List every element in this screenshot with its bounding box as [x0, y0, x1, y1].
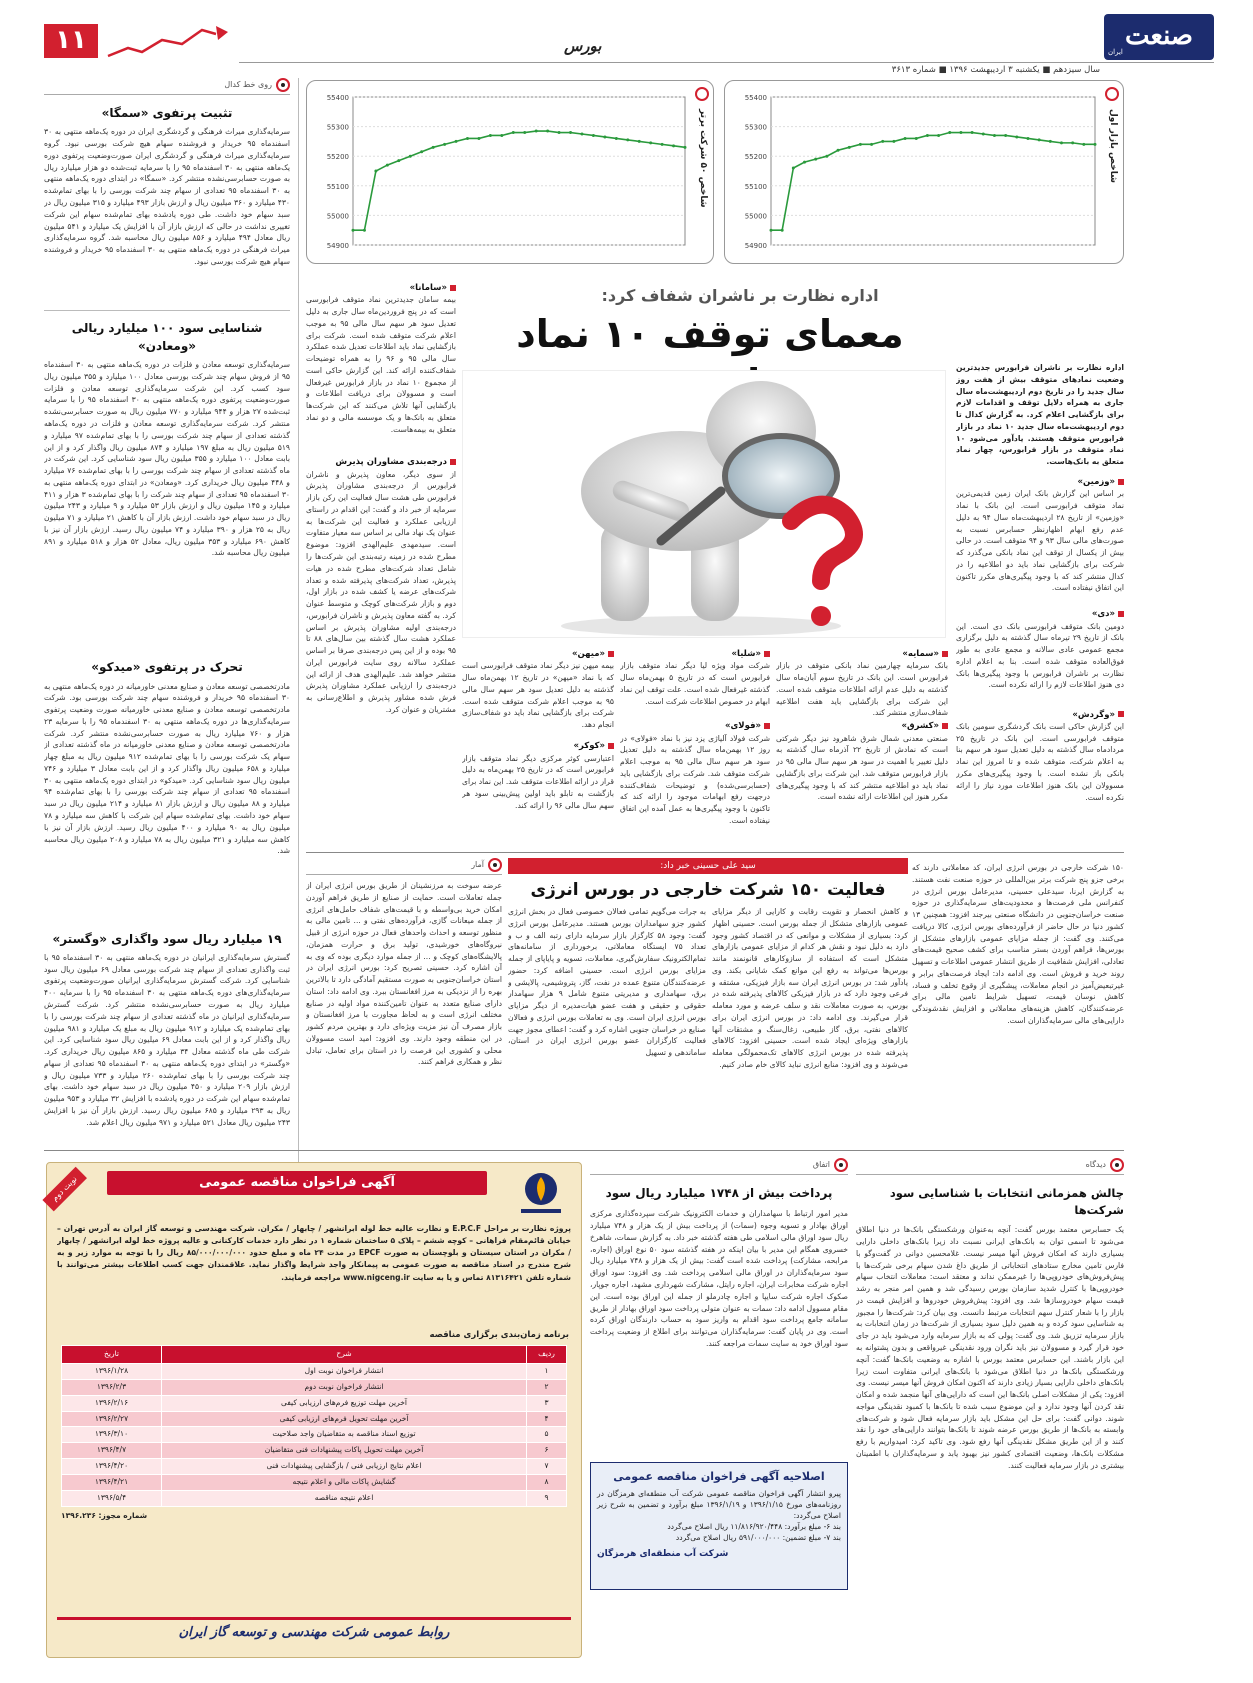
- main-col-2: [776, 648, 948, 846]
- energy-headline: فعالیت ۱۵۰ شرکت خارجی در بورس انرژی: [530, 880, 886, 900]
- data-point: [1094, 143, 1097, 146]
- table-cell: توزیع اسناد مناقصه به متقاضیان واجد صلاحیت: [162, 1427, 527, 1443]
- data-point: [926, 134, 929, 137]
- codal-item-title: تحرک در پرتفوی «میدکو»: [91, 660, 243, 675]
- codal-item-4: [44, 931, 290, 1182]
- sub-text: شرکت مواد ویژه لیا دیگر نماد متوقف بازار فرابورس است که در تاریخ ۵ بهمن‌ماه سال گذشته غیرفعال شده است. علت توقف این نماد ابهام در خصوص اطلاعات شرکت است.: [620, 661, 770, 706]
- data-point: [870, 143, 873, 146]
- codal-item-title: شناسایی سود ۱۰۰ میلیارد ریالی «ومعادن»: [71, 321, 263, 353]
- opinion-text: یک حسابرس معتمد بورس گفت: آنچه به‌عنوان ورشکستگی بانک‌ها در دنیا اطلاق می‌شود تا اسمی توان به بانک‌های ایرانی نسبت داد زیرا بانک‌های داخلی دارایی بسیاری دارند که امکان فروش آنها میسر نیست. غلامحسین دوانی در گفت‌وگو با فارس تامین مخارج ستادهای انتخاباتی از طریق داغ شدن سهام برخی شرکت‌ها با پیش‌فروش‌های خودروپی‌ها را غیرممکن نداند و معتقد است: معاملات انتخاب سهام خودروپی‌ها با کنترل شدید سازمان بورس رسیدگی شد و همین امر منجر به رشد قیمت سهام خودروسازها شد. وی افزود: پیش‌فروش خودروها و افزایش قیمت در بازار را با شعار کنترل سهم انتخابات مرتبط دانست. وی بیان کرد: شرکت‌ها را مجبور به شناسایی سود کرده و به همین دلیل سود بسیاری از شرکت‌ها در زمان انتخابات به بازار سرمایه تزریق شد. وی گفت: پولی که به بازار سرمایه وارد می‌شود باید در جای خود قرار گیرد و مسوولان نیز باید نگران ورود نقدینگی غیرواقعی و بدون پشتوانه به این بازار باشند. این حسابرس معتمد بورس با اشاره به وضعیت بانک‌ها گفت: آنچه ورشکستگی بانک‌ها در دنیا اطلاق می‌شود با بانک‌های ایرانی متفاوت است زیرا بانک‌های داخلی دارایی بسیار زیادی دارند که اکنون امکان فروش آنها میسر نیست. وی افزود: یکی از مشکلات اصلی بانک‌ها این است که دارایی‌های آنها منجمد شده و امکان نقد کردن آنها وجود ندارد و این موضوع سبب شده تا بانک‌ها با کمبود نقدینگی مواجه شوند. دوانی گفت: برای حل این مشکل باید بازار سرمایه فعال شود و شرکت‌های وابسته به بانک‌ها از طریق بورس عرضه شوند تا بانک‌ها بتوانند دارایی‌های خود را نقد کنند و از این طریق مشکل نقدینگی آنها رفع شود. وی تاکید کرد: امیدواریم با رفع مشکلات بانک‌ها، وضعیت اقتصادی کشور نیز بهبود یابد و سرمایه‌گذاران با اطمینان بیشتری در بازار سرمایه فعالیت کنند.: [856, 1225, 1124, 1470]
- y-tick-label: 55400: [744, 94, 767, 102]
- y-tick-label: 55100: [326, 182, 349, 191]
- sub-title: درجه‌بندی مشاوران پذیرش: [306, 456, 456, 468]
- section-title: بورس: [564, 37, 602, 55]
- data-point: [363, 229, 366, 232]
- table-cell: ۱۳۹۶/۲/۱۶: [62, 1395, 162, 1411]
- tender-footer: روابط عمومی شرکت مهندسی و توسعه گاز ایران: [57, 1617, 571, 1647]
- data-point: [1038, 138, 1041, 141]
- codal-item-2: [44, 320, 290, 649]
- sub-text: بانک سرمایه چهارمین نماد بانکی متوقف در بازار فرابورس است. این بانک در تاریخ سوم آبان‌ماه سال گذشته به دلیل عدم ارائه اطلاعات متوقف شده است. این شرکت برای بازگشایی باید هفت اطلاعیه شفاف‌سازی منتشر کند.: [776, 661, 948, 718]
- data-point: [904, 137, 907, 140]
- tender-table: [61, 1345, 567, 1507]
- chart-side-label: شاخص ۵۰ شرکت برتر: [698, 109, 708, 208]
- notice-title: اصلاحیه آگهی فراخوان مناقصه عمومی: [613, 1470, 825, 1484]
- table-cell: آخرین مهلت تحویل پاکات پیشنهادات فنی متقاضیان: [162, 1443, 527, 1459]
- data-point: [455, 140, 458, 143]
- data-point: [837, 149, 840, 152]
- tag-bullet-icon: [276, 78, 290, 92]
- data-point: [409, 155, 412, 158]
- data-point: [374, 170, 377, 173]
- data-point: [982, 133, 985, 136]
- codal-item-text: گسترش سرمایه‌گذاری ایرانیان در دوره یک‌ماهه منتهی به ۳۰ اسفندماه ۹۵ با ثبت واگذاری تعدادی از سهام چند شرکت بورسی معادل ۶۹ میلیون ریال سود شناسایی کرد. شرکت گسترش سرمایه‌گذاری ایرانیان صورت‌وضعیت پرتفوی سرمایه‌گذاری‌های دوره یک‌ماهه منتهی به ۳۰ اسفندماه ۹۵ را با سرمایه ۴۰۰ میلیارد ریال به صورت حسابرسی‌نشده منتشر کرد. شرکت گسترش سرمایه‌گذاری ایرانیان در ماه گذشته تعدادی از سهام چند شرکت بورسی را با بهای تمام‌شده یک میلیارد و ۹۱۲ میلیون ریال به مبلغ یک میلیارد و ۹۸۱ میلیون ریال واگذار کرد و از این بابت معادل ۶۹ میلیون ریال سود شناسایی کرد. این شرکت طی ماه گذشته معادل ۳۴ میلیارد و ۸۶۵ میلیون ریال خریداری کرد. «وگستر» در ابتدای دوره یک‌ماهه منتهی به ۳۰ اسفندماه ۹۵ تعدادی از سهام چند شرکت بورسی را با بهای تمام‌شده ۲۶۰ میلیارد و ۷۳۳ میلیون ریال و ارزش بازار ۲۰۹ میلیارد و ۴۵۰ میلیون ریال در سبد سهام خود داشت. بهای تمام‌شده سهام این شرکت در دوره یادشده با افزایش ۳۲ میلیارد و ۹۵۳ میلیون ریال به ۲۹۳ میلیارد و ۶۸۵ میلیون ریال رسید. ارزش بازار آن نیز با افزایش ۲۴۳ میلیون ریال معادل ۵۲۱ میلیارد و ۹۷۱ میلیون ریال اعلام شد.: [44, 952, 290, 1127]
- table-cell: ۶: [527, 1443, 567, 1459]
- table-cell: ۱۳۹۶/۱/۲۸: [62, 1363, 162, 1379]
- sub-text: شرکت فولاد آلیاژی یزد نیز با نماد «فولای» در روز ۱۲ بهمن‌ماه سال گذشته به دلیل تعدیل سود هر سهم سال مالی ۹۵ به موجب اعلام شرکت متوقف شد. شرکت برای بازگشایی باید (حسابرسی‌شده) و توضیحات شفاف‌کننده درجهت رفع ابهامات موجود را ارائه کند که تاکنون با وجود پیگیری‌ها به عمل آمده این اتفاق نیفتاده است.: [620, 733, 770, 825]
- data-point: [1049, 140, 1052, 143]
- payout-section: [590, 1158, 848, 1658]
- notice-company: شرکت آب منطقه‌ای هرمزگان: [597, 1548, 729, 1559]
- table-cell: ۲: [527, 1379, 567, 1395]
- energy-tag: [306, 858, 502, 875]
- company-logo-icon: [511, 1169, 571, 1219]
- codal-item-3: [44, 659, 290, 920]
- sub-title: «وزمین»: [956, 476, 1124, 488]
- table-cell: ۱۳۹۶/۴/۷: [62, 1443, 162, 1459]
- sub-title: «شلیا»: [620, 648, 770, 660]
- main-lead-column: [956, 362, 1124, 846]
- data-point: [937, 134, 940, 137]
- table-cell: اعلام نتیجه مناقصه: [162, 1490, 527, 1506]
- data-point: [672, 144, 675, 147]
- data-point: [684, 146, 687, 149]
- bullet-icon: [1118, 611, 1124, 617]
- table-cell: آخرین مهلت توزیع فرم‌های ارزیابی کیفی: [162, 1395, 527, 1411]
- data-point: [626, 138, 629, 141]
- data-point: [959, 131, 962, 134]
- table-row: [62, 1459, 567, 1475]
- data-point: [1026, 137, 1029, 140]
- sub-title: «کوکر»: [462, 740, 614, 752]
- data-point: [580, 133, 583, 136]
- data-point: [1060, 141, 1063, 144]
- sub-title: «سامانا»: [306, 282, 456, 294]
- codal-item-text: مادرتخصصی توسعه معادن و صنایع معدنی خاورمیانه در دوره یک‌ماهه منتهی به ۳۰ اسفندماه ۹۵ خریدار و فروشنده سهام چند شرکت بورسی بود. شرکت مادرتخصصی توسعه معادن و صنایع معدنی خاورمیانه صورت وضعیت پرتفوی سرمایه‌گذاری‌ها در دوره یک‌ماهه منتهی به ۳۰ اسفندماه ۹۵ را با سرمایه ۲۳ هزار و ۷۶۰ میلیارد ریال به صورت حسابرسی‌نشده منتشر کرد. شرکت مادرتخصصی توسعه معادن و صنایع معدنی خاورمیانه در ماه گذشته تعدادی از سهام یک شرکت بورسی را با بهای تمام‌شده ۹۱۲ میلیون ریال به مبلغ چهار میلیارد و ۶۵۸ میلیون ریال واگذار کرد و از این بابت معادل ۳ میلیارد و ۷۴۶ میلیون ریال سود شناسایی کرد. «میدکو» در ابتدای دوره یک‌ماهه منتهی به ۳۰ اسفندماه ۹۵ تعدادی از سهام چند شرکت بورسی را با بهای تمام‌شده ۹۴ میلیارد و ۸۸ میلیون ریال و ارزش بازار ۸۱ میلیارد و ۲۱۴ میلیون ریال در سبد سهام خود داشت. بهای تمام‌شده سهام این شرکت با کاهش سه میلیارد و ۷۸ میلیون ریال به ۹۰ میلیارد و ۴۰۰ میلیون ریال رسید. ارزش بازار آن نیز با کاهش سه میلیارد و ۳۲۱ میلیون ریال به ۷۸ میلیارد و ۲۰۸ میلیون ریال محاسبه شد.: [44, 681, 290, 856]
- main-kicker: اداره نظارت بر ناشران شفاف کرد:: [601, 286, 879, 305]
- main-headline: معمای توقف ۱۰ نماد: [516, 312, 904, 356]
- bullet-icon: [942, 651, 948, 657]
- tag-bullet-icon: [488, 858, 502, 872]
- table-cell: انتشار فراخوان نوبت اول: [162, 1363, 527, 1379]
- table-row: [62, 1490, 567, 1506]
- y-tick-label: 55400: [326, 94, 349, 102]
- tender-text: پروژه نظارت بر مراحل E.P.C.F و نظارت عالیه خط لوله ابرانشهر / چابهار / مکران. شرکت مهندسی و توسعه گاز ایران به آدرس تهران – خیابان قائم‌مقام فراهانی – کوچه ششم – پلاک ۵ ساختمان شماره ۱ در نظر دارد خدمات کارکنانی و عالیه پروژه خط لوله ابرانشهر / چابهار / مکران در استان سیستان و بلوچستان به صورت EPCF در مدت ۲۴ ماه و مبلغ حدود ۸۵/۰۰۰/۰۰۰/۰۰۰ ریال را با توجه به موارد زیر و به شرح مندرج در اسناد مناقصه به صورت عمومی به پیمانکار واجد شرایط واگذار نماید. علاقمندان جهت کسب اطلاعات بیشتر می‌توانند با شماره تلفن ۸۱۳۱۶۴۲۱ تماس و یا به سایت www.nigceng.ir مراجعه فرمایند.: [57, 1224, 571, 1282]
- magnifier-figure-icon: [461, 371, 945, 639]
- data-point: [569, 131, 572, 134]
- data-point: [523, 131, 526, 134]
- table-cell: آخرین مهلت تحویل فرم‌های ارزیابی کیفی: [162, 1411, 527, 1427]
- sub-title: «میهن»: [462, 648, 614, 660]
- table-cell: ۳: [527, 1395, 567, 1411]
- data-point: [500, 134, 503, 137]
- permit-number: شماره مجوز: ۱۳۹۶.۲۳۶: [61, 1510, 148, 1520]
- data-point: [477, 137, 480, 140]
- table-cell: ۱۳۹۶/۳/۱۰: [62, 1427, 162, 1443]
- sub-title: «کشرق»: [776, 720, 948, 732]
- main-col-5: [306, 282, 456, 846]
- column-header: شرح: [162, 1346, 527, 1364]
- sub-title: «وگردش»: [956, 709, 1124, 721]
- sub-block: [956, 476, 1124, 608]
- table-cell: ۱۳۹۶/۴/۲۱: [62, 1475, 162, 1491]
- data-point: [825, 155, 828, 158]
- payout-headline: پرداخت بیش از ۱۷۴۸ میلیارد ریال سود: [605, 1186, 833, 1200]
- sub-text: بیمه سامان جدیدترین نماد متوقف فرابورسی است که در پنج فروردین‌ماه سال جاری به دلیل تعدیل سود هر سهم سال مالی ۹۵ به موجب اعلام شرکت متوقف شده است. شرکت برای بازگشایی نماد باید اطلاعات تعدیل شده عملکرد سال مالی ۹۵ و ۹۶ را به همراه توضیحات شفاف‌کننده ارائه کند. این گزارش حاکی است از مجموع ۱۰ نماد در بازار فرابورس غیرفعال است و مسوولان برای دریافت اطلاعات و بازگشایی آنها تلاش می‌کنند که این شرکت‌ها متعلق به بانک‌ها و یک موسسه مالی و دو نماد متعلق به بیمه‌هاست.: [306, 295, 456, 434]
- table-cell: ۱۳۹۶/۴/۲۰: [62, 1459, 162, 1475]
- table-row: [62, 1379, 567, 1395]
- data-point: [443, 143, 446, 146]
- y-tick-label: 55000: [326, 212, 349, 221]
- page-number-box: [44, 24, 98, 58]
- data-point: [420, 150, 423, 153]
- bullet-icon: [608, 743, 614, 749]
- codal-item-text: سرمایه‌گذاری توسعه معادن و فلزات در دوره یک‌ماهه منتهی به ۳۰ اسفندماه ۹۵ از فروش سهام چند شرکت بورسی معادل ۱۰۰ میلیارد و ۳۵۵ میلیون ریال سود کسب کرد. این شرکت سرمایه‌گذاری توسعه معادن و فلزات صورت‌وضعیت پرتفوی دوره یک‌ماهه منتهی به ۳۰ اسفندماه ۹۵ را با سرمایه ثبت‌شده ۲۷ هزار و ۹۴۴ میلیارد و ۷۷۰ میلیون ریال به صورت حسابرسی‌نشده منتشر کرد. شرکت سرمایه‌گذاری توسعه معادن و فلزات در دوره یک‌ماهه گذشته تعدادی از سهام چند شرکت بورسی را با بهای تمام‌شده ۹۷ میلیارد و ۵۱۹ میلیون ریال به مبلغ ۱۹۷ میلیارد و ۸۷۴ میلیون ریال واگذار کرد و از این بابت معادل ۱۰۰ میلیارد و ۳۵۵ میلیون ریال سود شناسایی کرد. این شرکت در ماه گذشته تعدادی از سهام چند شرکت بورسی را با بهای تمام‌شده ۷۶ میلیارد و ۴۴۸ میلیون ریال خریداری کرد. «ومعادن» در ابتدای دوره یک‌ماهه منتهی به ۳۰ اسفندماه ۹۵ تعدادی از سهام چند شرکت را با بهای تمام‌شده ۳ هزار و ۴۱۱ میلیارد و ۱۴۵ میلیون ریال و ارزش بازار ۵۳ میلیارد و ۹ میلیارد و ۲۴۳ میلیون ریال در سبد سهام خود داشت. ارزش بازار آن با کاهش ۲۱ میلیارد و ۷۱ میلیون ریال به ۲۵ هزار و ۳۹۰ میلیارد و ۷۴ میلیون ریال رسید. ارزش بازار آن نیز با کاهش ۶۹۰ میلیارد و ۳۵۳ میلیون ریال، معادل ۵۲ هزار و ۵۱۸ میلیارد و ۸۹۱ میلیون ریال محاسبه شد.: [44, 360, 290, 558]
- table-header-row: [62, 1346, 567, 1364]
- data-point: [615, 137, 618, 140]
- energy-col-3: به جرات می‌گویم تمامی فعالان خصوصی فعال در بخش انرژی کشور جزو سهامداران بورس هستند. مدیرعامل بورس انرژی گفت: وجود ۵۸ کارگزار بازار سرمایه دارای رتبه الف و ب و تعداد ۷۵ ایستگاه معاملاتی، برخورداری از سامانه‌های تمام‌الکترونیک سفارش‌گیری، معاملات، تسویه و پایاپای از جمله مزایای بورس انرژی است. حسینی اضافه کرد: حضور عرضه‌کنندگان متنوع عمده در نفت، گاز، پتروشیمی، پالایشی و برق، سهامداری و مدیریتی متنوع شامل ۹ هزار سهامدار حقوقی و حقیقی و هفت عضو هیات‌مدیره از دیگر مزایای بورس انرژی ایران است. وی به تعاملات بورس انرژی و فعالان صنایع در خراسان جنوبی اشاره کرد و گفت: اعطای مجوز جهت فعالیت کارگزاران عضو بورس انرژی ایران در استان، ساماندهی و تسهیل: [508, 907, 706, 1058]
- opinion-section: [856, 1158, 1124, 1658]
- table-cell: ۱: [527, 1363, 567, 1379]
- data-point: [1004, 134, 1007, 137]
- data-point: [803, 161, 806, 164]
- tender-badge: نوبت دوم: [42, 1167, 87, 1212]
- table-row: [62, 1475, 567, 1491]
- chart-market1: [724, 80, 1124, 264]
- chart-top50-plot: [313, 87, 693, 257]
- data-point: [848, 146, 851, 149]
- sub-block: [956, 608, 1124, 708]
- chart-bullet-icon: [1105, 87, 1119, 101]
- logo: صنعت ایران: [1104, 14, 1214, 60]
- main-col-4: [462, 648, 614, 846]
- table-cell: گشایش پاکات مالی و اعلام نتیجه: [162, 1475, 527, 1491]
- sub-text: اعتبارسی کوثر مرکزی دیگر نماد متوقف بازار فرابورس است که در تاریخ ۲۵ بهمن‌ماه به دلیل قرار در ارائه اطلاعات متوقف شد. این نماد برای بازگشت به تابلو باید اولین پیش‌بینی سود هر سهم سال مالی ۹۶ را ارائه کند.: [462, 753, 614, 810]
- plot-area: [353, 97, 685, 245]
- tag-bullet-icon: [1110, 1158, 1124, 1172]
- masthead: [44, 14, 1214, 75]
- table-cell: ۴: [527, 1411, 567, 1427]
- sub-text: این گزارش حاکی است بانک گردشگری سومین بانک متوقف فرابورسی است. این بانک در تاریخ ۲۵ مرداد‌ماه سال گذشته به دلیل تعدیل سود هر سهم بنا به اعلام شرکت، متوقف شده و تا امروز این نماد بانکی باز نشده است. با وجود پیگیری‌های مکرر مسوولان این بانک هنوز اطلاعات مورد نیاز را ارائه نکرده است.: [956, 721, 1124, 802]
- y-tick-label: 54900: [744, 242, 767, 250]
- notice-line: بند ۶- مبلغ برآورد: ۱۱/۸۱۶/۹۲۰/۴۴۸ ریال اصلاح می‌گردد: [667, 1521, 841, 1531]
- table-row: [62, 1443, 567, 1459]
- notice-text: پیرو انتشار آگهی فراخوان مناقصه عمومی شرکت آب منطقه‌ای هرمزگان در روزنامه‌های مورخ ۱۳۹۶/۱/۱۵ و ۱۳۹۶/۱/۱۹ مبلغ برآورد و تضمین به شرح زیر اصلاح می‌گردد:: [597, 1489, 842, 1521]
- codal-item-title: تثبیت پرتفوی «سمگا»: [101, 106, 233, 120]
- opinion-tag: دیدگاه: [856, 1158, 1124, 1175]
- data-point: [859, 143, 862, 146]
- bullet-icon: [450, 459, 456, 465]
- data-point: [558, 131, 561, 134]
- table-cell: انتشار فراخوان نوبت دوم: [162, 1379, 527, 1395]
- table-cell: ۱۳۹۶/۲/۳: [62, 1379, 162, 1395]
- table-cell: ۵: [527, 1427, 567, 1443]
- bullet-icon: [1118, 711, 1124, 717]
- issue-line: سال سیزدهم ■ یکشنبه ۳ اردیبهشت ۱۳۹۶ ■ شماره ۳۶۱۳: [891, 65, 1100, 75]
- payout-text: مدیر امور ارتباط با سهامداران و خدمات الکترونیک شرکت سپرده‌گذاری مرکزی اوراق بهادار و تسویه وجوه (سمات) از پرداخت بیش از یک هزار و ۷۴۸ میلیارد ریال سود اوراق مالی اسلامی طی هفته گذشته خبر داد. به گزارش سمات، شاهرخ خسروی همگام این مدیر با بیان اینکه در هفته گذشته سود ۵۰ نوع اوراق (اجاره، مرابحه، مشارکت) پرداخت شده است گفت: بیش از یک هزار و ۷۴۸ میلیارد ریال سود سرمایه‌گذاران در اوراق مالی اسلامی پرداخت شد. وی افزود: سود اوراق اجاره شرکت مخابرات ایران، اجاره رایتل، مشارکت شهرداری مشهد، اجاره جوپار، صکوک اجاره شرکت سایپا و اجاره چادرملو از جمله این اوراق بوده است. این مقام مسوول ادامه داد: سمات به عنوان متولی پرداخت سود اوراق بهادار از طریق سامانه جامع پرداخت سود اقدام به واریز سود به حساب دارندگان اوراق کرده است. وی در پایان گفت: سرمایه‌گذاران می‌توانند برای اطلاع از وضعیت پرداخت سود اوراق خود به سایت سمات مراجعه کنند.: [590, 1209, 848, 1348]
- divider: [44, 310, 290, 311]
- main-col-3: [620, 648, 770, 846]
- y-tick-label: 55300: [744, 123, 767, 132]
- chart-top50: [306, 80, 714, 264]
- correction-notice: [590, 1462, 848, 1590]
- y-tick-label: 55300: [326, 123, 349, 132]
- column-header: تاریخ: [62, 1346, 162, 1364]
- tag-row: آمار: [306, 858, 502, 875]
- timeline-label: برنامه زمان‌بندی برگزاری مناقصه: [429, 1330, 569, 1340]
- opinion-headline: چالش همزمانی انتخابات با شناسایی سود شرکت‌ها: [889, 1186, 1124, 1217]
- data-point: [781, 229, 784, 232]
- table-row: [62, 1411, 567, 1427]
- plot-area: [771, 97, 1095, 245]
- energy-col-1: ۱۵۰ شرکت خارجی در بورس انرژی ایران، کد معاملاتی دارند که برخی جزو پنج شرکت برتر بین‌المللی در حوزه صنعت نفت هستند. به گزارش ایرنا، سیدعلی حسینی، مدیرعامل بورس انرژی در کنفرانس ملی فرصت‌ها و محدودیت‌های سرمایه‌گذاری در حوزه صنعت خراسان‌جنوبی در دانشگاه صنعتی بیرجند افزود: همچنین ۱۳ کشور دنیا در حال حاضر از فرآورده‌های بورس انرژی، کالا دریافت می‌کنند. وی گفت: از جمله مزایای عمومی بازارهای متشکل از بورس‌ها، فراهم آوردن بستر مناسب برای کشف صحیح قیمت‌های تعادلی، افزایش شفافیت از طریق انتشار عمومی اطلاعات و تسهیل روند خرید و فروش است. وی ادامه داد: ایجاد فرصت‌های برابر و غیرتبعیض‌آمیز در انجام معاملات، پیشگیری از وقوع تخلف و فساد، کاهش نوسان قیمت، تسهیل شرایط تامین مالی برای عرضه‌کنندگان، کاهش هزینه‌های معاملاتی و افزایش نقدشوندگی دارایی‌های مالی سرمایه‌گذاران است.: [912, 863, 1124, 1025]
- chart-bullet-icon: [695, 87, 709, 101]
- sub-text: بیمه میهن نیز دیگر نماد متوقف فرابورسی است که با نماد «میهن» در تاریخ ۱۲ بهمن‌ماه سال گذشته به دلیل تعدیل سود هر سهم سال مالی ۹۵ به موجب اعلام شرکت متوقف شده است. شرکت برای بازگشایی نماد باید دو شفاف‌سازی انجام دهد.: [462, 661, 614, 730]
- data-point: [814, 158, 817, 161]
- table-cell: ۱۳۹۶/۲/۲۷: [62, 1411, 162, 1427]
- tag-bullet-icon: [834, 1158, 848, 1172]
- sub-title: «فولای»: [620, 720, 770, 732]
- divider: [44, 1150, 1124, 1151]
- data-point: [489, 134, 492, 137]
- y-tick-label: 55200: [326, 153, 349, 162]
- bullet-icon: [450, 285, 456, 291]
- bullet-icon: [764, 651, 770, 657]
- table-row: [62, 1395, 567, 1411]
- column-header: ردیف: [527, 1346, 567, 1364]
- tender-table-wrap: [61, 1345, 567, 1522]
- divider: [306, 852, 1124, 853]
- main-lead: اداره نظارت بر ناشران فرابورس جدیدترین وضعیت نمادهای متوقف بیش از هفت روز سال جدید را در تاریخ دوم اردیبهشت‌ماه سال جاری به همراه دلایل توقف و اقدامات لازم برای بازگشایی اعلام کرد. به گزارش کدال تا دوم اردیبهشت‌ماه سال جدید ۱۰ نماد در بازار فرابورس متوقف هستند. یادآور می‌شود ۱۰ نماد متوقف در بازار فرابورس، چهار نماد متعلق به بانک‌هاست.: [956, 363, 1124, 467]
- sub-text: از سوی دیگر، معاون پذیرش و ناشران فرابورس از درجه‌بندی مشاوران پذیرش فرابورس طی هشت سال فعالیت این رکن بازار سرمایه از خبر داد و گفت: این اقدام در راستای ارزیابی عملکرد و فعالیت این شرکت‌ها به عنوان یک نهاد مالی بر اساس سه معیار متفاوت است. سیدمهدی علیم‌الهدی افزود: موضوع مطرح شده در زمینه رتبه‌بندی این شرکت‌ها را شامل تعداد شرکت‌های مطرح شده در هیات پذیرش، تعداد شرکت‌های پذیرفته شده و تعداد شرکت‌های عرضه یا کشف شده در بازار اول، دوم و بازار شرکت‌های کوچک و متوسط عنوان کرد. به گفته معاون پذیرش و ناشران فرابورس، درجه‌بندی اولیه مشاوران پذیرش بر اساس عملکرد هشت سال گذشته بین سال‌های ۸۸ تا ۹۵ بوده و از این پس درجه‌بندی صرفا بر اساس عملکرد سالانه روی سایت فرابورس ایران منتشر خواهد شد. علیم‌الهدی هدف از ارائه این درجه‌بندی را ارزیابی عملکرد مشاوران پذیرش فرش شده مشاور پذیرش و اطلاع‌رسانی به مشتریان و عنوان کرد.: [306, 469, 456, 714]
- illustration: [462, 370, 946, 638]
- data-point: [397, 159, 400, 162]
- sub-text: بر اساس این گزارش بانک ایران زمین قدیمی‌ترین نماد متوقف فرابورسی است. این بانک با نماد «وزمین» از تاریخ ۲۸ اردیبهشت‌ماه سال ۹۴ به دلیل عدم رفع ابهام اظهارنظر حسابرس نسبت به صورت‌های مالی سال ۹۳ و ۹۴ متوقف است. در حالی بیش از یکسال از توقف این نماد بانکی می‌گذرد که شرکت برای بازگشایی نماد باید دو اطلاعیه را در کدال منتشر کند که با وجود پیگیری‌های مکرر تاکنون این اتفاق نیفتاده است.: [956, 489, 1124, 593]
- notice-line: بند ۷- مبلغ تضمین: ۵۹۱/۰۰۰/۰۰۰ ریال اصلاح می‌گردد: [675, 1532, 841, 1542]
- table-cell: اعلام نتایج ارزیابی فنی / بازگشایی پیشنهادات فنی: [162, 1459, 527, 1475]
- payout-tag: اتفاق: [590, 1158, 848, 1175]
- trend-arrow-icon: [104, 22, 234, 62]
- energy-col-2: و کاهش انحصار و تقویت رقابت و کارایی از دیگر مزایای عمومی بازارهای متشکل از جمله بورس است. حسینی اظهار کرد: بسیاری از مشکلات و موانعی که در اقتصاد کشور وجود دارد به دلیل نبود و نقش هر کدام از مزایای عمومی بازارهای متشکل است که استفاده از سازوکارهای قانونمند مانند بورس‌ها می‌تواند به رفع این موانع کمک شایانی بکند. وی یادآور شد: در بورس انرژی ایران سه بازار فیزیکی، مشتقه و فرعی وجود دارد که در بازار فیزیکی کالاهای پذیرفته شده در بورس، به صورت معاملات نقد و سلف عرضه و مورد معامله قرار می‌گیرند. وی ادامه داد: در بورس انرژی ایران برای کالاهای نفتی، برق، گاز طبیعی، زغال‌سنگ و مشتقات آنها بازارهای ویژه‌ای ایجاد شده است. حسینی افزود: کالاهای پذیرفته شده در بورس انرژی کالاهای تک‌محمولگی معامله می‌شوند و وی افزود: منابع انرژی نباید کالای خام صادر کنیم.: [712, 907, 908, 1069]
- data-point: [546, 130, 549, 133]
- data-point: [512, 131, 515, 134]
- bullet-icon: [764, 723, 770, 729]
- data-point: [592, 134, 595, 137]
- sub-block: [956, 709, 1124, 831]
- data-point: [971, 131, 974, 134]
- y-tick-label: 55000: [744, 212, 767, 221]
- bullet-icon: [942, 723, 948, 729]
- table-row: [62, 1427, 567, 1443]
- data-point: [1015, 135, 1018, 138]
- data-point: [638, 140, 641, 143]
- data-point: [603, 135, 606, 138]
- data-point: [661, 143, 664, 146]
- codal-tag: روی خط کدال: [44, 78, 290, 95]
- codal-column: [44, 78, 290, 1140]
- data-point: [352, 229, 355, 232]
- table-row: [62, 1363, 567, 1379]
- data-point: [948, 131, 951, 134]
- column-divider: [298, 78, 299, 1218]
- codal-item-title: ۱۹ میلیارد ریال سود واگذاری «وگستر»: [52, 931, 282, 946]
- y-tick-label: 55100: [744, 182, 767, 191]
- data-point: [649, 141, 652, 144]
- table-cell: ۱۳۹۶/۵/۴: [62, 1490, 162, 1506]
- sub-text: دومین بانک متوقف فرابورسی بانک دی است. این بانک از تاریخ ۲۹ تیرماه سال گذشته به دلیل برگزاری مجمع عمومی عادی سالانه و مجمع عادی به طور فوق‌العاده متوقف شده است. بنا به اعلام اداره نظارت بر ناشران فرابورس با وجود پیگیری‌ها بانک دی هنوز اطلاعات لازم را ارائه نکرده است.: [956, 621, 1124, 690]
- bullet-icon: [1118, 479, 1124, 485]
- sub-title: «دی»: [956, 608, 1124, 620]
- codal-item-text: سرمایه‌گذاری میراث فرهنگی و گردشگری ایران در دوره یک‌ماهه منتهی به ۳۰ اسفندماه ۹۵ خریدار و فروشنده سهام هیچ شرکت بورسی نبود. گروه سرمایه‌گذاری میراث فرهنگی و گردشگری ایران صورت‌وضعیت پرتفوی دوره یک‌ماهه منتهی به ۳۰ اسفندماه ۹۵ را با سرمایه ثبت‌شده دو هزار میلیارد ریال به صورت حسابرسی‌نشده منتشر کرد. «سمگا» در ابتدای دوره یک‌ماهه منتهی به ۳۰ اسفندماه ۹۵ تعدادی از سهام چند شرکت بورسی را با بهای تمام‌شده ۴۳۰ میلیارد و ۳۶۰ میلیون ریال و ارزش بازار ۴۹۳ میلیارد و ۳۱۵ میلیون ریال در سبد سهام خود داشت. طی دوره یادشده بهای تمام‌شده سهام این شرکت تغییری نداشت در حالی که ارزش بازار آن با افزایش یک میلیارد و ۵۴۱ میلیون ریال معادل ۴۹۴ میلیارد و ۸۵۶ میلیون ریال محاسبه شد. گروه سرمایه‌گذاری میراث فرهنگی در دوره یک‌ماهه منتهی به ۳۰ اسفندماه ۹۵ خریدار و فروشنده سهام هیچ شرکت بورسی نبود.: [44, 127, 290, 266]
- data-point: [770, 229, 773, 232]
- table-cell: ۸: [527, 1475, 567, 1491]
- bullet-icon: [608, 651, 614, 657]
- chart-side-label: شاخص بازار اول: [1108, 109, 1118, 183]
- data-point: [386, 164, 389, 167]
- data-point: [792, 167, 795, 170]
- data-point: [892, 140, 895, 143]
- data-point: [432, 146, 435, 149]
- data-point: [881, 140, 884, 143]
- tender-ad: [46, 1162, 582, 1658]
- energy-col-4: عرضه سوخت به مرزنشینان از طریق بورس انرژی ایران از جمله تعاملات است. حمایت از صنایع از طریق فراهم آوردن امکان خرید بی‌واسطه و با قیمت‌های شفاف حامل‌های انرژی از جمله میعانات گازی، فرآورده‌های نفتی و ... تامین مالی به منظور توسعه و احداث واحدهای فعال در حوزه انرژی از قبیل نیروگاه‌های خورشیدی، تولید برق و حرارت همزمان، پالایشگاه‌های کوچک و ... از جمله موارد دیگری بوده که وی به آن اشاره کرد. حسینی تصریح کرد: بورس انرژی ایران در استان خراسان‌جنوبی به صورت مستقیم آمادگی دارد تا بالاترین بهره را از نزدیکی به مرز افغانستان ببرد. وی ادامه داد: استان دارای صنایع متعدد به عنوان تامین‌کننده مواد اولیه در صنایع مختلف انرژی است و به لحاظ مجاورت با مرز افغانستان و بازار مصرف آن نیز مزیت ویژه‌ای دارد و بهترین مردم کشور در این منطقه وجود دارند. وی افزود: امید است مسوولان محلی و کشوری این فرصت را در استان برای تعامل، تبادل نظر و همکاری فراهم کنند.: [306, 881, 502, 1067]
- sub-text: صنعتی معدنی شمال شرق شاهرود نیز دیگر شرکتی است که نمادش از تاریخ ۲۲ آذرماه سال گذشته به دلیل تغییر با اهمیت در سود هر سهم سال مالی ۹۵ در بازار فرابورس متوقف شد. این شرکت برای بازگشایی نماد باید دو اطلاعیه منتشر کند که با وجود پیگیری‌های مکرر هنوز این اطلاعات ارائه نشده است.: [776, 733, 948, 802]
- data-point: [535, 130, 538, 133]
- energy-author-bar: سید علی حسینی خبر داد:: [508, 858, 908, 874]
- y-tick-label: 54900: [326, 242, 349, 250]
- chart-market1-plot: [731, 87, 1103, 257]
- data-point: [1082, 143, 1085, 146]
- codal-item-1: [44, 105, 290, 308]
- sub-title: «سمایه»: [776, 648, 948, 660]
- data-point: [993, 134, 996, 137]
- y-tick-label: 55200: [744, 153, 767, 162]
- table-cell: ۷: [527, 1459, 567, 1475]
- table-cell: ۹: [527, 1490, 567, 1506]
- data-point: [466, 137, 469, 140]
- page-number: ۱۱: [55, 25, 87, 56]
- data-point: [1071, 141, 1074, 144]
- tender-title-bar: آگهی فراخوان مناقصه عمومی: [107, 1171, 487, 1195]
- data-point: [915, 137, 918, 140]
